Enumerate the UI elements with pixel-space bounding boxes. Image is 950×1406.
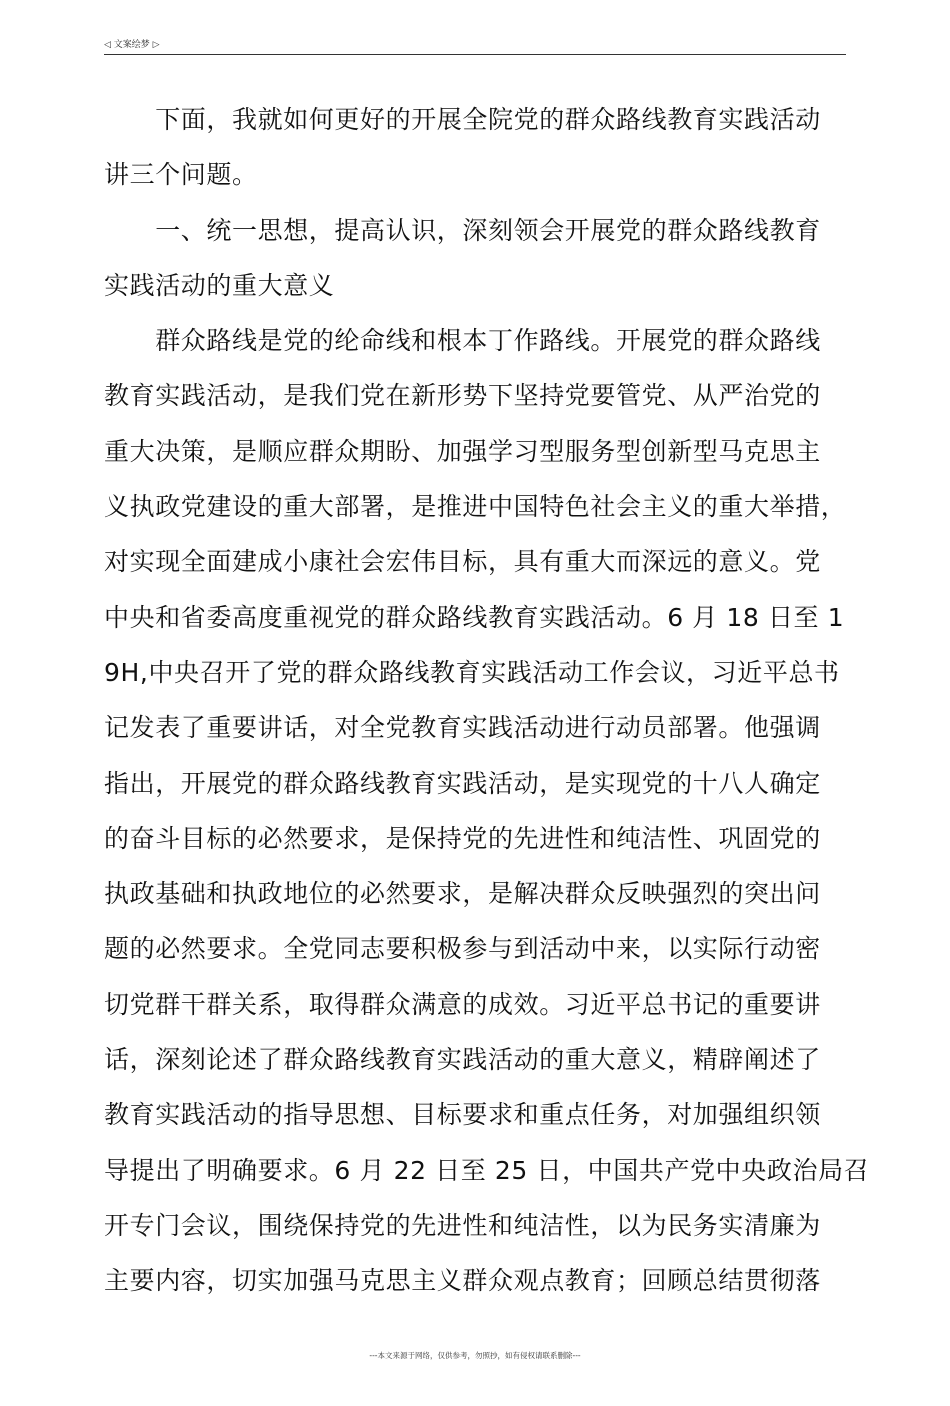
text-line: 中央和省委高度重视党的群众路线教育实践活动。6 月 18 日至 1 [104, 602, 845, 632]
text-line: 对实现全面建成小康社会宏伟目标，具有重大而深远的意义。党 [104, 547, 821, 577]
text-line: 主要内容，切实加强马克思主义群众观点教育；回顾总结贯彻落 [104, 1266, 821, 1296]
text-line: 题的必然要求。全党同志要积极参与到活动中来，以实际行动密 [104, 934, 821, 964]
text-line: 开专门会议，围绕保持党的先进性和纯洁性，以为民务实清廉为 [104, 1210, 821, 1240]
text-line: 重大决策，是顺应群众期盼、加强学习型服务型创新型马克思主 [104, 436, 821, 466]
text-line: 群众路线是党的纶命线和根本丁作路线。开展党的群众路线 [104, 326, 821, 356]
text-line: 下面，我就如何更好的开展全院党的群众路线教育实践活动 [104, 105, 821, 134]
text-line: 的奋斗目标的必然要求，是保持党的先进性和纯洁性、巩固党的 [104, 823, 821, 853]
text-line: 指出，开展党的群众路线教育实践活动，是实现党的十八人确定 [104, 768, 821, 798]
text-line: 导提出了明确要求。6 月 22 日至 25 日，中国共产党中央政治局召 [104, 1155, 870, 1185]
page-footer: ---本文来源于网络，仅供参考，勿照抄，如有侵权请联系删除--- [369, 1351, 581, 1360]
text-line: 实践活动的重大意义 [104, 270, 335, 300]
page-header [104, 38, 846, 55]
text-line: 话，深刻论述了群众路线教育实践活动的重大意义，精辟阐述了 [104, 1045, 821, 1075]
text-line: 义执政党建设的重大部署，是推进中国特色社会主义的重大举措， [104, 492, 847, 522]
document-body [104, 92, 870, 1309]
text-line: 执政基础和执政地位的必然要求，是解决群众反映强烈的突出问 [104, 879, 821, 909]
text-line: 9H,中央召开了党的群众路线教育实践活动工作会议，习近平总书 [104, 657, 840, 687]
header-title: ◁ 文案绘梦 ▷ [104, 40, 160, 50]
text-line: 教育实践活动的指导思想、目标要求和重点任务，对加强组织领 [104, 1100, 821, 1130]
text-line: 讲三个问题。 [104, 160, 258, 190]
text-line: 记发表了重要讲话，对全党教育实践活动进行动员部署。他强调 [104, 713, 821, 743]
text-line: 教育实践活动，是我们党在新形势下坚持党要管党、从严治党的 [104, 381, 821, 411]
text-line: 切党群干群关系，取得群众满意的成效。习近平总书记的重要讲 [104, 989, 821, 1019]
text-line: 一、统一思想，提高认识，深刻领会开展党的群众路线教育 [104, 215, 821, 245]
